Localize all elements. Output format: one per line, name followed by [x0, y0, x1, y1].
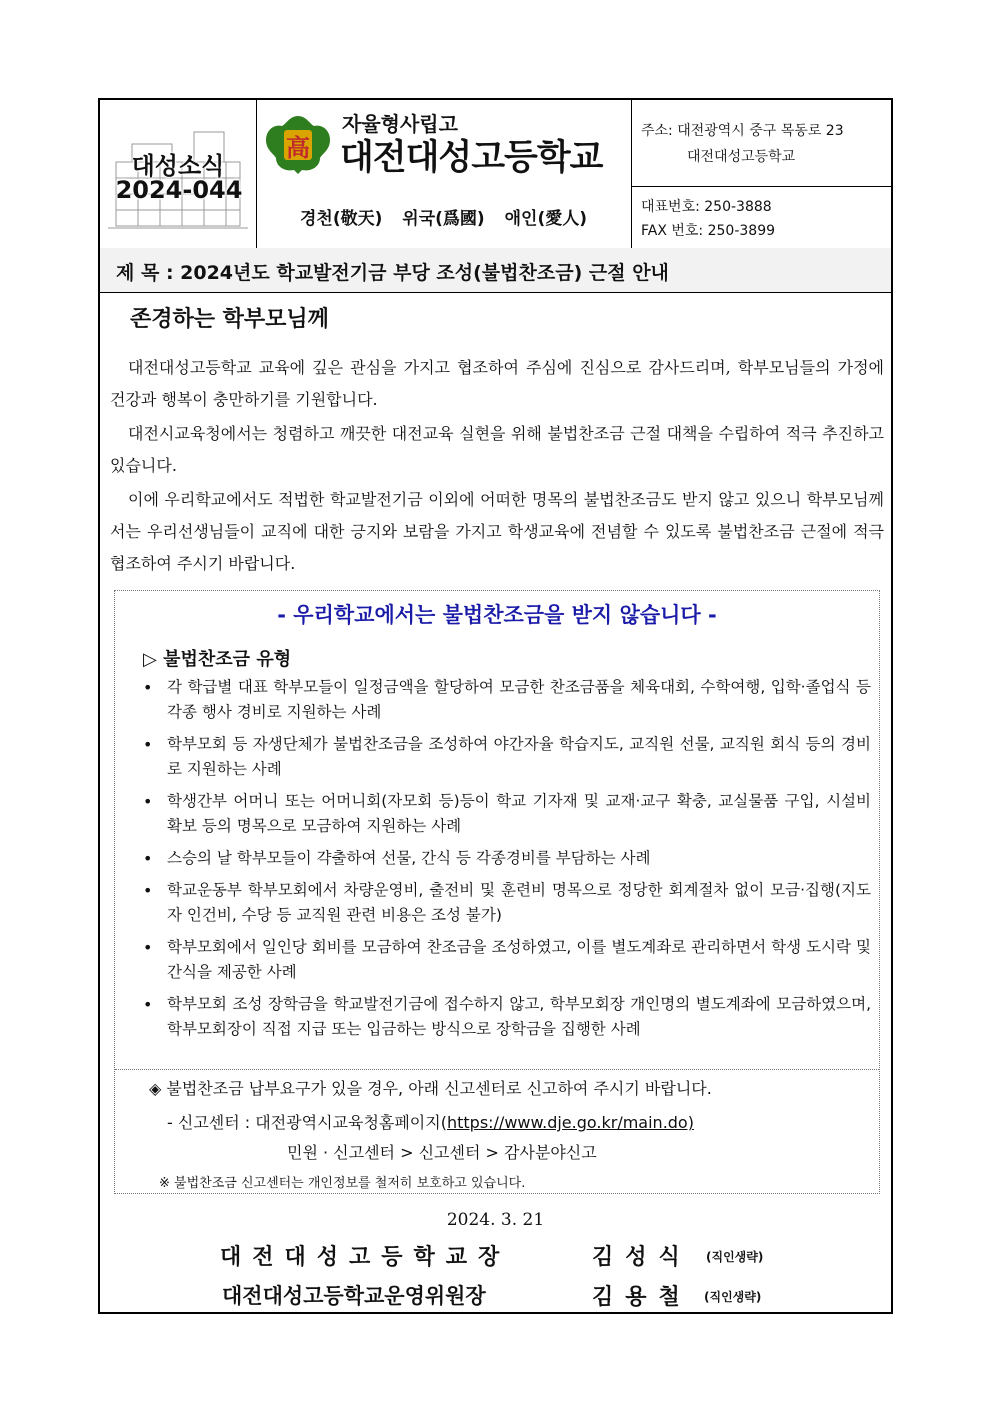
committee-title: 대전대성고등학교운영위원장: [222, 1283, 486, 1308]
phone-number: 대표번호: 250-3888: [641, 199, 772, 215]
privacy-note: ※ 불법찬조금 신고센터는 개인정보를 철저히 보호하고 있습니다.: [159, 1176, 526, 1191]
notice-box: [114, 590, 880, 1194]
newsletter-number: 2024-044: [115, 176, 243, 204]
principal-name: 김성식: [592, 1244, 692, 1270]
body-paragraph: 이에 우리학교에서도 적법한 학교발전기금 이외에 어떠한 명목의 불법찬조금도 받지 않고 있으니 학부모님께서는 우리선생님들이 교직에 대한 긍지와 보람을 가지고 학생교육에 전념할 수 있도록 불법찬조금 근절에 적극 협조하여 주시기 바랍니다.: [110, 490, 884, 573]
report-section: [115, 1069, 879, 1194]
list-item: • 학부모회 조성 장학금을 학교발전기금에 접수하지 않고, 학부모회장 개인명의 별도계좌에 모금하였으며, 학부모회장이 직접 지급 또는 입금하는 방식으로 장학금을 집행한 사례: [137, 992, 871, 1042]
body-paragraph: 대전시교육청에서는 청렴하고 깨끗한 대전교육 실현을 위해 불법찬조금 근절 대책을 수립하여 적극 추진하고 있습니다.: [110, 424, 884, 475]
list-item: • 학부모회 등 자생단체가 불법찬조금을 조성하여 야간자율 학습지도, 교직원 선물, 교직원 회식 등의 경비로 지원하는 사례: [137, 732, 871, 782]
list-item: • 학부모회에서 일인당 회비를 모금하여 찬조금을 조성하였고, 이를 별도계좌로 관리하면서 학생 도시락 및 간식을 제공한 사례: [137, 935, 871, 985]
school-type: 자율형사립고: [342, 112, 458, 136]
committee-name: 김용철: [592, 1284, 692, 1310]
newsletter-cell: [100, 100, 257, 248]
list-item: • 학생간부 어머니 또는 어머니회(자모회 등)등이 학교 기자재 및 교재·교구 확충, 교실물품 구입, 시설비 확보 등의 명목으로 모금하여 지원하는 사례: [137, 789, 871, 839]
issue-date: 2024. 3. 21: [446, 1210, 545, 1230]
list-item: • 스승의 날 학부모들이 갹출하여 선물, 간식 등 각종경비를 부담하는 사례: [137, 846, 871, 871]
seal-omitted-note: (직인생략): [704, 1290, 762, 1304]
report-center-label: - 신고센터 : 대전광역시교육청홈페이지(: [167, 1113, 447, 1132]
svg-text:高: 高: [286, 133, 310, 162]
seal-omitted-note: (직인생략): [706, 1250, 764, 1264]
fax-number: FAX 번호: 250-3899: [641, 223, 776, 239]
types-heading: ▷ 불법찬조금 유형: [143, 649, 292, 670]
body-paragraph: 대전대성고등학교 교육에 깊은 관심을 가지고 협조하여 주심에 진심으로 감사드리며, 학부모님들의 가정에 건강과 행복이 충만하기를 기원합니다.: [110, 358, 884, 409]
report-center: [167, 1110, 694, 1133]
address-school: 대전대성고등학교: [687, 149, 796, 165]
school-cell: [256, 100, 632, 248]
principal-title: 대전대성고등학교장: [220, 1244, 511, 1270]
report-center-link[interactable]: https://www.dje.go.kr/main.do): [446, 1113, 694, 1132]
list-item: • 각 학급별 대표 학부모들이 일정금액을 할당하여 모금한 찬조금품을 체육대회, 수학여행, 입학·졸업식 등 각종 행사 경비로 지원하는 사례: [137, 675, 871, 725]
address-block: [631, 100, 891, 187]
report-instruction: ◈ 불법찬조금 납부요구가 있을 경우, 아래 신고센터로 신고하여 주시기 바랍니다.: [149, 1079, 712, 1098]
notice-banner: - 우리학교에서는 불법찬조금을 받지 않습니다 -: [277, 603, 717, 627]
address-line: 주소: 대전광역시 중구 목동로 23: [641, 123, 844, 139]
subject-bar: [100, 248, 891, 293]
document-page: [98, 98, 893, 1314]
school-motto: 경천(敬天) 위국(爲國) 애인(愛人): [300, 209, 587, 229]
report-center-path: 민원 · 신고센터 > 신고센터 > 감사분야신고: [287, 1143, 597, 1162]
subject-title: 제 목 : 2024년도 학교발전기금 부당 조성(불법찬조금) 근절 안내: [116, 262, 669, 284]
greeting: 존경하는 학부모님께: [130, 306, 329, 332]
list-item: • 학교운동부 학부모회에서 차량운영비, 출전비 및 훈련비 명목으로 정당한 회계절차 없이 모금·집행(지도자 인건비, 수당 등 교직원 관련 비용은 조성 불가): [137, 878, 871, 928]
school-emblem-icon: [262, 112, 334, 176]
letterhead: [100, 100, 891, 249]
contact-cell: [631, 100, 891, 248]
types-list: [137, 675, 871, 1049]
newsletter-title: 대성소식: [131, 152, 225, 180]
school-name: 대전대성고등학교: [340, 138, 603, 178]
